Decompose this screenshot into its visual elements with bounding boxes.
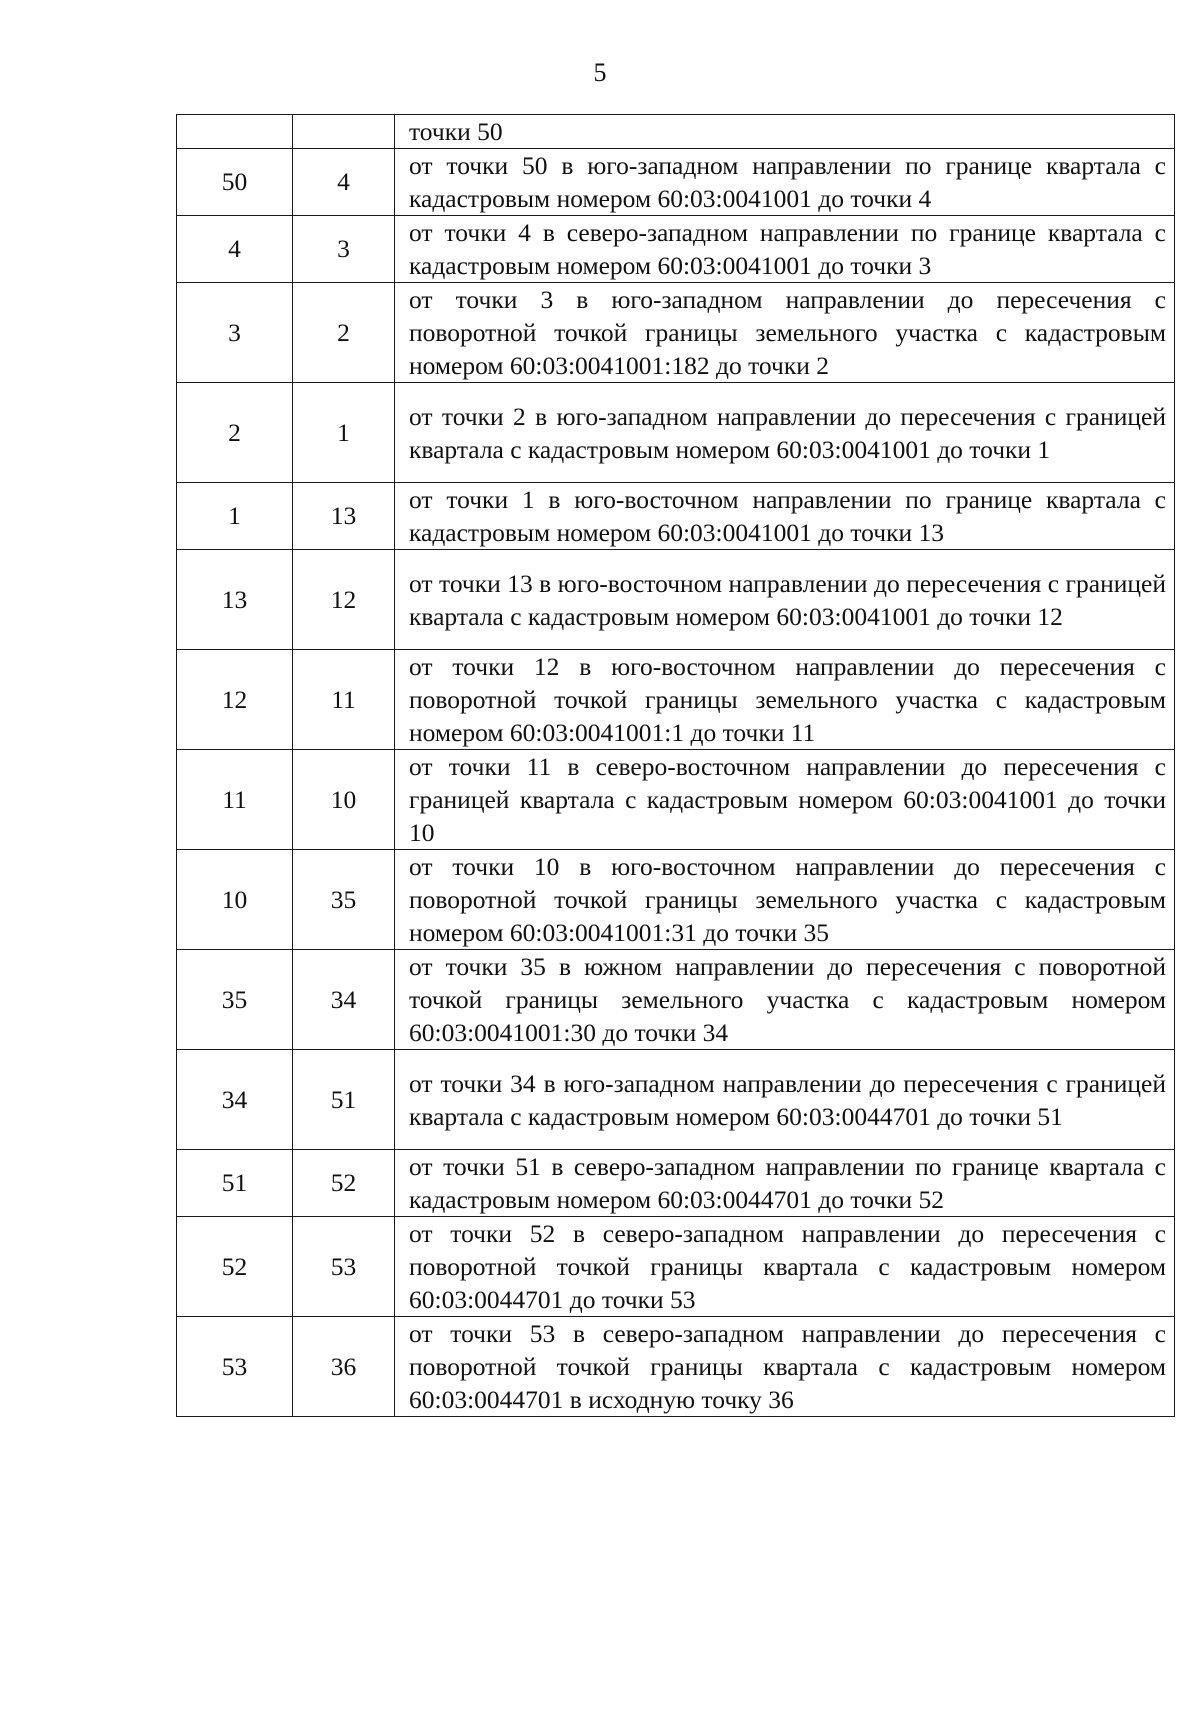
description-cell: от точки 34 в юго-западном направлении до пересечения с границей квартала с кадастровым номером 60:03:0044701 до точки 51	[395, 1050, 1175, 1150]
description-cell: от точки 11 в северо-восточном направлении до пересечения с границей квартала с кадастровым номером 60:03:0041001 до точки 10	[395, 750, 1175, 850]
to-point-cell: 4	[293, 149, 395, 216]
table-row	[177, 216, 1175, 283]
description-cell: от точки 4 в северо-западном направлении по границе квартала с кадастровым номером 60:03:0041001 до точки 3	[395, 216, 1175, 283]
from-point-cell	[177, 115, 293, 149]
to-point-cell: 34	[293, 950, 395, 1050]
description-cell: от точки 3 в юго-западном направлении до пересечения с поворотной точкой границы земельного участка с кадастровым номером 60:03:0041001:182 до точки 2	[395, 283, 1175, 383]
to-point-cell: 35	[293, 850, 395, 950]
description-cell: от точки 10 в юго-восточном направлении до пересечения с поворотной точкой границы земельного участка с кадастровым номером 60:03:0041001:31 до точки 35	[395, 850, 1175, 950]
from-point-cell: 52	[177, 1217, 293, 1317]
to-point-cell: 3	[293, 216, 395, 283]
to-point-cell: 53	[293, 1217, 395, 1317]
to-point-cell: 51	[293, 1050, 395, 1150]
description-cell: от точки 13 в юго-восточном направлении до пересечения с границей квартала с кадастровым номером 60:03:0041001 до точки 12	[395, 550, 1175, 650]
description-cell: от точки 50 в юго-западном направлении по границе квартала с кадастровым номером 60:03:0041001 до точки 4	[395, 149, 1175, 216]
from-point-cell: 53	[177, 1317, 293, 1417]
to-point-cell: 12	[293, 550, 395, 650]
from-point-cell: 3	[177, 283, 293, 383]
to-point-cell: 11	[293, 650, 395, 750]
table-row	[177, 483, 1175, 550]
table-row	[177, 650, 1175, 750]
to-point-cell: 1	[293, 383, 395, 483]
to-point-cell	[293, 115, 395, 149]
from-point-cell: 2	[177, 383, 293, 483]
from-point-cell: 34	[177, 1050, 293, 1150]
from-point-cell: 10	[177, 850, 293, 950]
from-point-cell: 35	[177, 950, 293, 1050]
description-cell: от точки 12 в юго-восточном направлении до пересечения с поворотной точкой границы земельного участка с кадастровым номером 60:03:0041001:1 до точки 11	[395, 650, 1175, 750]
table-row	[177, 383, 1175, 483]
description-cell: от точки 53 в северо-западном направлении до пересечения с поворотной точкой границы квартала с кадастровым номером 60:03:0044701 в исходную точку 36	[395, 1317, 1175, 1417]
table-row	[177, 750, 1175, 850]
table-row	[177, 1317, 1175, 1417]
description-cell: от точки 2 в юго-западном направлении до пересечения с границей квартала с кадастровым номером 60:03:0041001 до точки 1	[395, 383, 1175, 483]
table-row	[177, 115, 1175, 149]
description-cell: от точки 1 в юго-восточном направлении по границе квартала с кадастровым номером 60:03:0041001 до точки 13	[395, 483, 1175, 550]
to-point-cell: 52	[293, 1150, 395, 1217]
description-cell: от точки 35 в южном направлении до пересечения с поворотной точкой границы земельного участка с кадастровым номером 60:03:0041001:30 до точки 34	[395, 950, 1175, 1050]
boundary-description-table	[176, 114, 1175, 1417]
to-point-cell: 2	[293, 283, 395, 383]
to-point-cell: 10	[293, 750, 395, 850]
table-row	[177, 1050, 1175, 1150]
table-row	[177, 950, 1175, 1050]
to-point-cell: 13	[293, 483, 395, 550]
table-row	[177, 149, 1175, 216]
table-row	[177, 1217, 1175, 1317]
from-point-cell: 50	[177, 149, 293, 216]
table-row	[177, 283, 1175, 383]
table-row	[177, 550, 1175, 650]
from-point-cell: 51	[177, 1150, 293, 1217]
table-row	[177, 850, 1175, 950]
to-point-cell: 36	[293, 1317, 395, 1417]
description-cell: от точки 51 в северо-западном направлении по границе квартала с кадастровым номером 60:03:0044701 до точки 52	[395, 1150, 1175, 1217]
description-cell: от точки 52 в северо-западном направлении до пересечения с поворотной точкой границы квартала с кадастровым номером 60:03:0044701 до точки 53	[395, 1217, 1175, 1317]
table-row	[177, 1150, 1175, 1217]
from-point-cell: 4	[177, 216, 293, 283]
page-number: 5	[593, 58, 607, 87]
from-point-cell: 11	[177, 750, 293, 850]
description-cell: точки 50	[395, 115, 1175, 149]
from-point-cell: 1	[177, 483, 293, 550]
from-point-cell: 12	[177, 650, 293, 750]
from-point-cell: 13	[177, 550, 293, 650]
